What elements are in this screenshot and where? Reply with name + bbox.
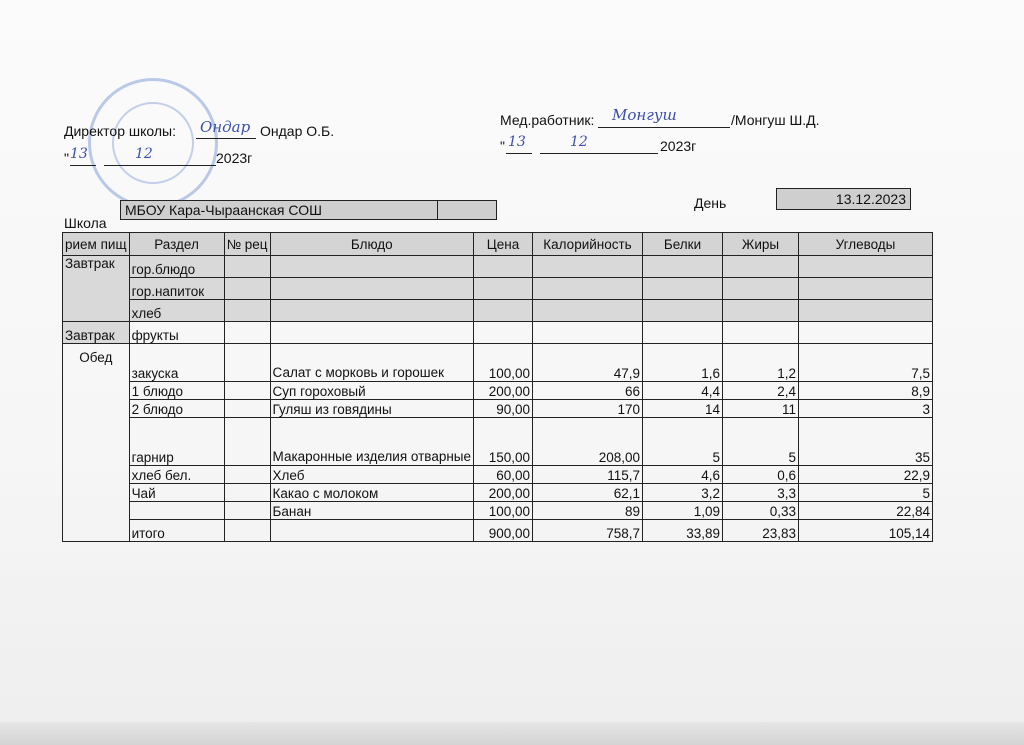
- cell-carbs: 35: [799, 418, 933, 466]
- director-date-month: 12: [135, 146, 153, 162]
- cell-price: 90,00: [474, 400, 533, 418]
- cell-section: закуска: [129, 344, 224, 382]
- cell-protein: [643, 278, 723, 300]
- cell-fat: 11: [723, 400, 799, 418]
- cell-kcal: [533, 278, 643, 300]
- director-name: Ондар О.Б.: [260, 123, 335, 139]
- table-row: [63, 400, 933, 418]
- cell-price: [474, 256, 533, 278]
- cell-section: гор.напиток: [129, 278, 224, 300]
- scan-edge: [0, 722, 1024, 745]
- medic-signature-line: [598, 127, 730, 128]
- cell-meal: Завтрак: [63, 256, 130, 322]
- col-header-meal: рием пищ: [63, 233, 130, 256]
- cell-fat: [723, 322, 799, 344]
- cell-protein: 4,6: [643, 466, 723, 484]
- medic-date-year: 2023г: [660, 138, 697, 154]
- cell-recipe: [224, 400, 270, 418]
- cell-section: 1 блюдо: [129, 382, 224, 400]
- day-value: 13.12.2023: [835, 191, 906, 207]
- cell-carbs: [799, 322, 933, 344]
- cell-recipe: [224, 256, 270, 278]
- cell-dish: Какао с молоком: [270, 484, 473, 502]
- table-row: [63, 418, 933, 466]
- cell-protein: [643, 256, 723, 278]
- cell-fat: [723, 300, 799, 322]
- cell-recipe: [224, 322, 270, 344]
- cell-fat: 0,6: [723, 466, 799, 484]
- cell-carbs: 7,5: [799, 344, 933, 382]
- cell-fat: 3,3: [723, 484, 799, 502]
- cell-fat: [723, 256, 799, 278]
- cell-price: 900,00: [474, 520, 533, 542]
- cell-dish: Салат с морковь и горошек: [270, 344, 473, 382]
- cell-section: Чай: [129, 484, 224, 502]
- cell-price: 200,00: [474, 382, 533, 400]
- medic-label: Мед.работник:: [500, 112, 595, 128]
- cell-protein: 4,4: [643, 382, 723, 400]
- cell-kcal: 62,1: [533, 484, 643, 502]
- cell-meal: Обед: [63, 344, 130, 542]
- director-date-quote: ": [64, 150, 69, 166]
- director-signature: Ондар: [200, 118, 251, 136]
- cell-kcal: 208,00: [533, 418, 643, 466]
- school-stamp-inner: [112, 102, 194, 184]
- table-row: [63, 484, 933, 502]
- cell-price: 200,00: [474, 484, 533, 502]
- cell-fat: 23,83: [723, 520, 799, 542]
- cell-fat: 1,2: [723, 344, 799, 382]
- cell-protein: 14: [643, 400, 723, 418]
- table-row: [63, 502, 933, 520]
- col-header-dish: Блюдо: [270, 233, 473, 256]
- director-day-line: [70, 165, 96, 166]
- director-date-day: 13: [70, 146, 88, 162]
- cell-dish: [270, 520, 473, 542]
- cell-protein: 1,09: [643, 502, 723, 520]
- col-header-protein: Белки: [643, 233, 723, 256]
- cell-recipe: [224, 466, 270, 484]
- cell-price: 150,00: [474, 418, 533, 466]
- school-label: Школа: [64, 215, 107, 231]
- day-label: День: [694, 195, 727, 211]
- cell-carbs: 22,9: [799, 466, 933, 484]
- cell-kcal: [533, 256, 643, 278]
- cell-kcal: 66: [533, 382, 643, 400]
- medic-name: /Монгуш Ш.Д.: [731, 112, 820, 128]
- medic-date-day: 13: [508, 134, 526, 150]
- cell-protein: [643, 322, 723, 344]
- school-value: МБОУ Кара-Чыраанская СОШ: [125, 202, 322, 218]
- cell-price: 60,00: [474, 466, 533, 484]
- table-row: [63, 322, 933, 344]
- col-header-price: Цена: [474, 233, 533, 256]
- col-header-carbs: Углеводы: [799, 233, 933, 256]
- cell-kcal: [533, 322, 643, 344]
- cell-section: фрукты: [129, 322, 224, 344]
- cell-recipe: [224, 502, 270, 520]
- director-signature-line: [196, 138, 256, 139]
- cell-section: 2 блюдо: [129, 400, 224, 418]
- col-header-fat: Жиры: [723, 233, 799, 256]
- cell-kcal: [533, 300, 643, 322]
- cell-protein: [643, 300, 723, 322]
- cell-kcal: 89: [533, 502, 643, 520]
- cell-recipe: [224, 382, 270, 400]
- cell-carbs: 5: [799, 484, 933, 502]
- cell-section: гор.блюдо: [129, 256, 224, 278]
- cell-protein: 5: [643, 418, 723, 466]
- cell-protein: 1,6: [643, 344, 723, 382]
- cell-dish: [270, 322, 473, 344]
- cell-fat: 2,4: [723, 382, 799, 400]
- school-extra-cell: [437, 200, 497, 220]
- col-header-recipe: № рец: [224, 233, 270, 256]
- day-field: [776, 188, 911, 210]
- cell-meal: Завтрак: [63, 322, 130, 344]
- cell-carbs: 3: [799, 400, 933, 418]
- cell-price: 100,00: [474, 344, 533, 382]
- col-header-section: Раздел: [129, 233, 224, 256]
- menu-table: [62, 232, 933, 542]
- cell-dish: Банан: [270, 502, 473, 520]
- table-row: [63, 344, 933, 382]
- cell-carbs: 105,14: [799, 520, 933, 542]
- cell-dish: Макаронные изделия отварные: [270, 418, 473, 466]
- cell-carbs: 8,9: [799, 382, 933, 400]
- cell-section: итого: [129, 520, 224, 542]
- director-date-year: 2023г: [216, 150, 253, 166]
- cell-price: [474, 300, 533, 322]
- medic-day-line: [506, 153, 532, 154]
- cell-carbs: [799, 300, 933, 322]
- cell-fat: 5: [723, 418, 799, 466]
- cell-recipe: [224, 300, 270, 322]
- cell-price: [474, 278, 533, 300]
- table-row: [63, 256, 933, 278]
- cell-kcal: 115,7: [533, 466, 643, 484]
- cell-section: [129, 502, 224, 520]
- cell-carbs: [799, 256, 933, 278]
- table-row: [63, 300, 933, 322]
- school-field: [120, 200, 438, 220]
- cell-dish: Хлеб: [270, 466, 473, 484]
- table-header-row: [63, 233, 933, 256]
- cell-price: 100,00: [474, 502, 533, 520]
- cell-kcal: 47,9: [533, 344, 643, 382]
- col-header-kcal: Калорийность: [533, 233, 643, 256]
- cell-kcal: 170: [533, 400, 643, 418]
- cell-dish: Гуляш из говядины: [270, 400, 473, 418]
- table-row-total: [63, 520, 933, 542]
- medic-month-line: [540, 153, 658, 154]
- cell-carbs: [799, 278, 933, 300]
- table-row: [63, 278, 933, 300]
- cell-recipe: [224, 278, 270, 300]
- cell-recipe: [224, 520, 270, 542]
- cell-kcal: 758,7: [533, 520, 643, 542]
- cell-fat: 0,33: [723, 502, 799, 520]
- cell-section: хлеб: [129, 300, 224, 322]
- cell-protein: 33,89: [643, 520, 723, 542]
- table-row: [63, 382, 933, 400]
- table-row: [63, 466, 933, 484]
- director-month-line: [104, 165, 216, 166]
- cell-dish: [270, 300, 473, 322]
- cell-fat: [723, 278, 799, 300]
- cell-section: хлеб бел.: [129, 466, 224, 484]
- cell-dish: Суп гороховый: [270, 382, 473, 400]
- cell-recipe: [224, 418, 270, 466]
- cell-price: [474, 322, 533, 344]
- cell-dish: [270, 278, 473, 300]
- cell-dish: [270, 256, 473, 278]
- director-label: Директор школы:: [64, 123, 176, 139]
- cell-protein: 3,2: [643, 484, 723, 502]
- cell-section: гарнир: [129, 418, 224, 466]
- cell-recipe: [224, 484, 270, 502]
- medic-date-month: 12: [570, 134, 588, 150]
- medic-date-quote: ": [500, 138, 505, 154]
- cell-carbs: 22,84: [799, 502, 933, 520]
- cell-recipe: [224, 344, 270, 382]
- medic-signature: Монгуш: [612, 106, 677, 124]
